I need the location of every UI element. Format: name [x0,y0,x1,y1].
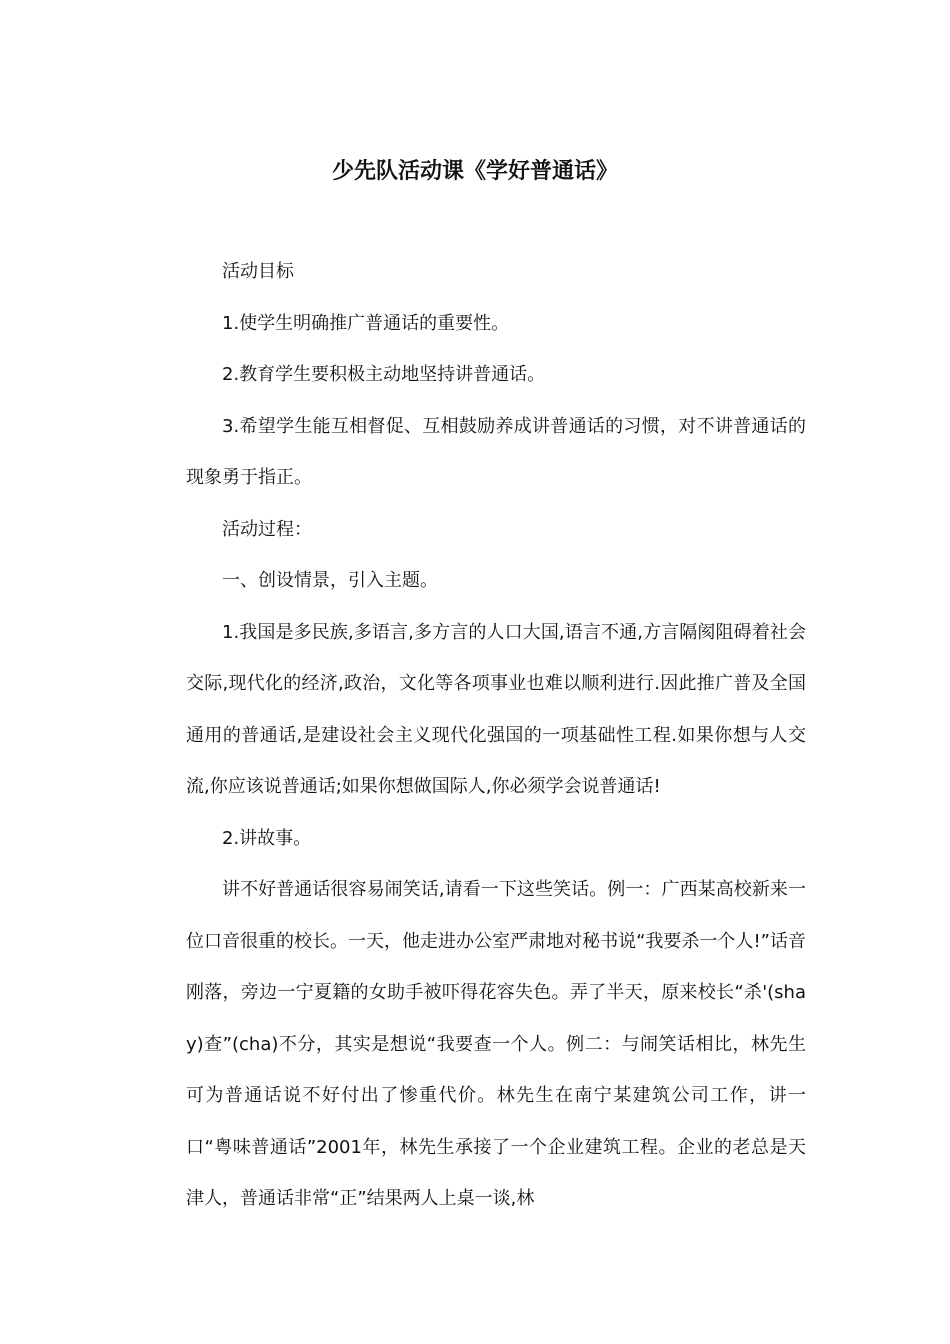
paragraph-story: 讲不好普通话很容易闹笑话,请看一下这些笑话。例一：广西某高校新来一位口音很重的校长。一天，他走进办公室严肃地对秘书说“我要杀一个人!”话音刚落，旁边一宁夏籍的女助手被吓得花容失色。弄了半天，原来校长“杀'(shay)查”(cha)不分，其实是想说“我要查一个人。例二：与闹笑话相比，林先生可为普通话说不好付出了惨重代价。林先生在南宁某建筑公司工作，讲一口“粤味普通话”2001年，林先生承接了一个企业建筑工程。企业的老总是天津人，普通话非常“正”结果两人上桌一谈,林 [186,879,806,1209]
paragraph-point-2: 2.讲故事。 [222,827,312,849]
document-title: 少先队活动课《学好普通话》 [331,159,618,184]
paragraph-activity-process-heading: 活动过程： [222,518,312,540]
paragraph-goal-3: 3.希望学生能互相督促、互相鼓励养成讲普通话的习惯，对不讲普通话的现象勇于指正。 [186,415,806,488]
paragraph-activity-goals-heading: 活动目标 [222,261,294,282]
paragraph-section-1-heading: 一、创设情景，引入主题。 [222,570,438,591]
paragraph-goal-2: 2.教育学生要积极主动地坚持讲普通话。 [222,364,546,385]
paragraph-goal-1: 1.使学生明确推广普通话的重要性。 [222,312,510,334]
document-body [186,246,806,1225]
paragraph-point-1: 1.我国是多民族,多语言,多方言的人口大国,语言不通,方言隔阂阻碍着社会交际,现代化的经济,政治，文化等各项事业也难以顺利进行.因此推广普及全国通用的普通话,是建设社会主义现代化强国的一项基础性工程.如果你想与人交流,你应该说普通话;如果你想做国际人,你必须学会说普通话! [186,621,806,797]
